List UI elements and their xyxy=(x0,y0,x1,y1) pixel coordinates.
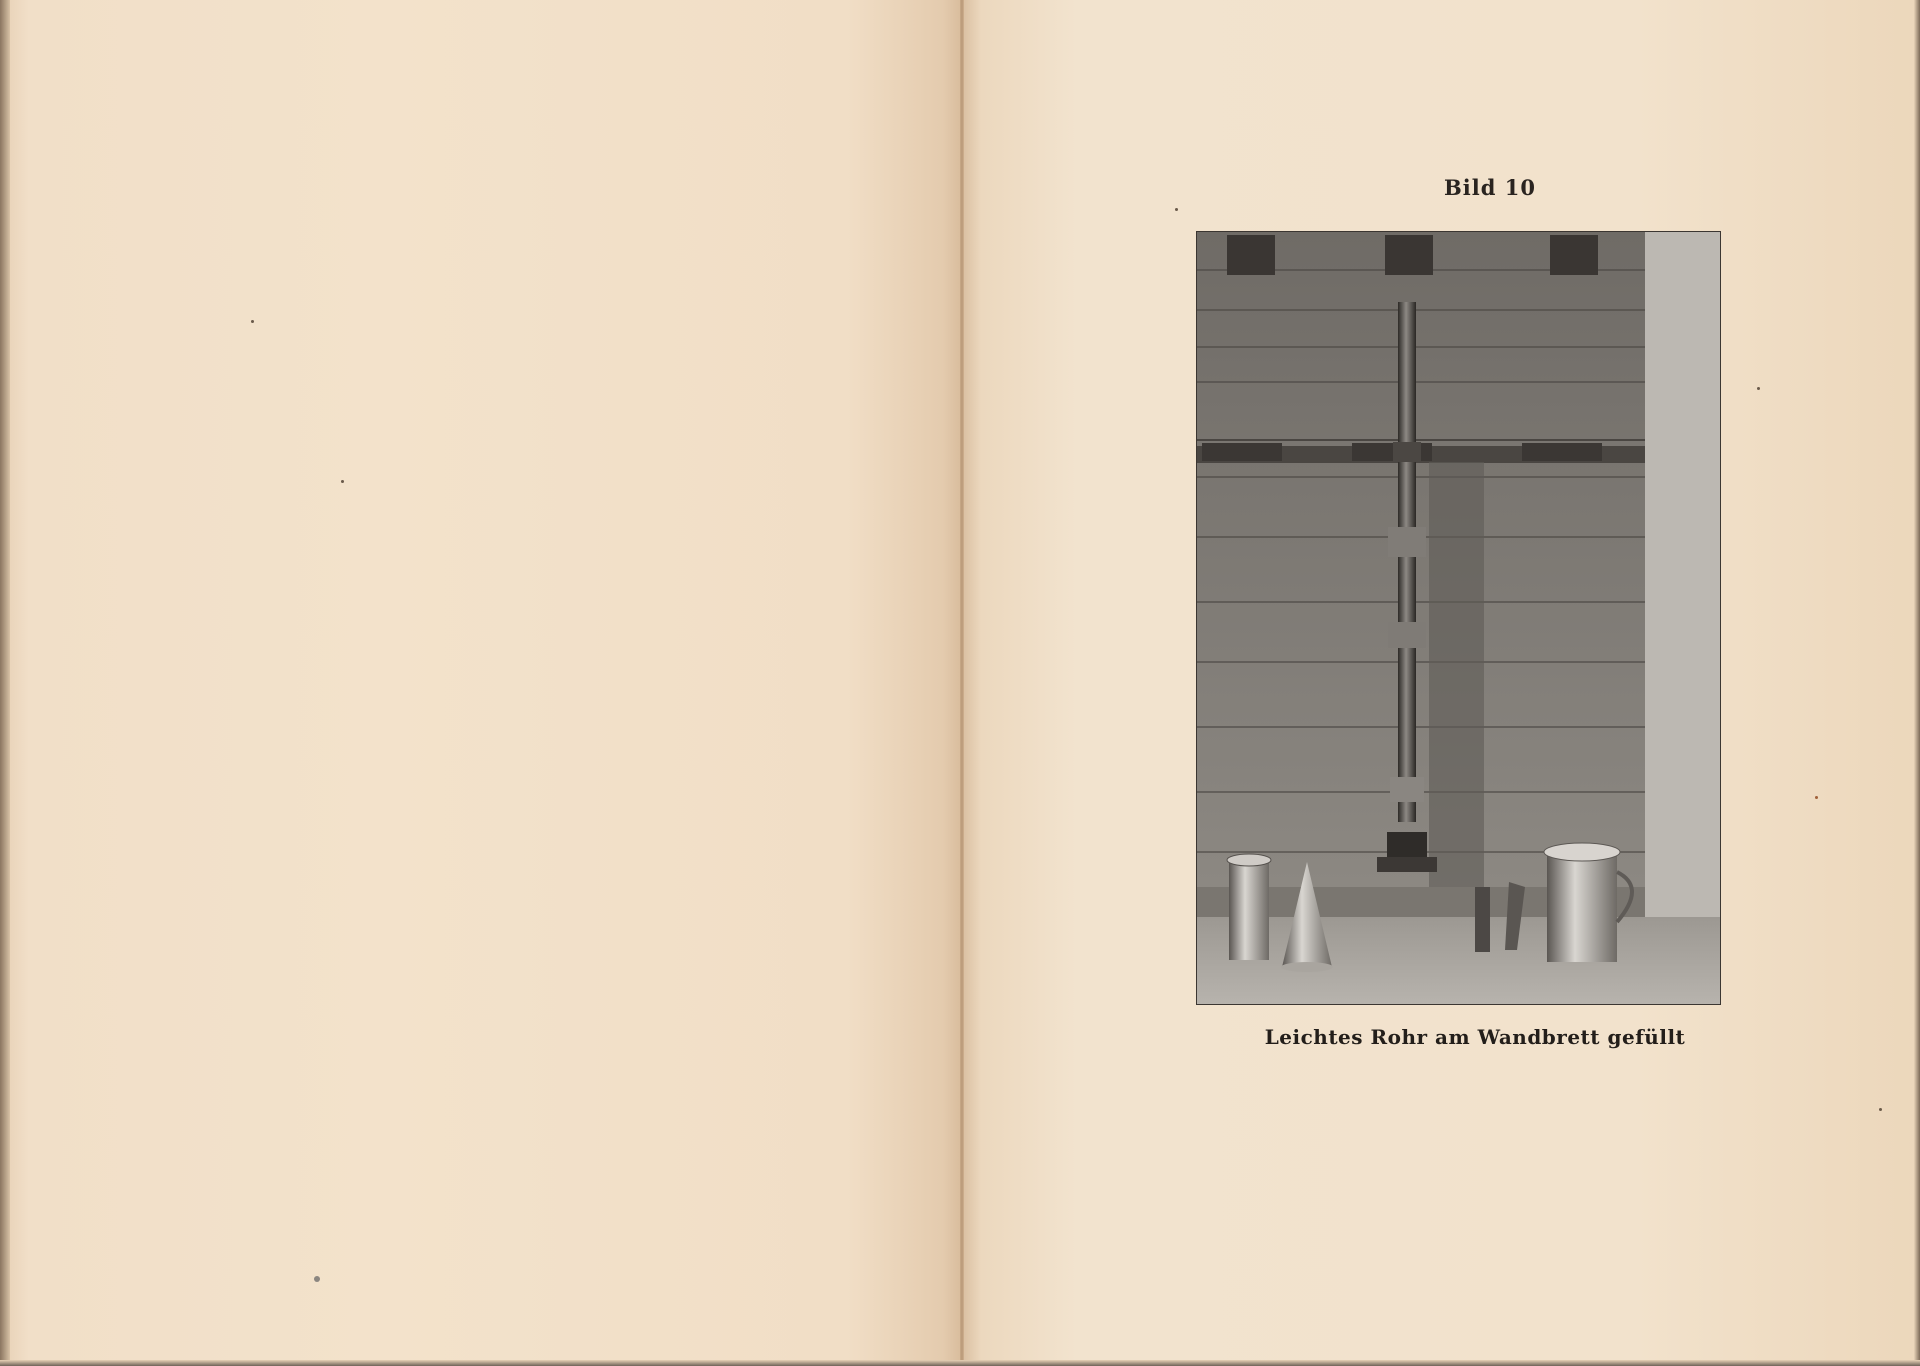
bottom-page-edge xyxy=(0,1360,1920,1366)
paper-speck xyxy=(1879,1108,1882,1111)
figure-photograph xyxy=(1196,231,1721,1005)
figure-caption: Leichtes Rohr am Wandbrett gefüllt xyxy=(1264,1025,1686,1049)
paper-speck xyxy=(1175,208,1178,211)
paper-speck xyxy=(314,1276,320,1282)
paper-speck xyxy=(341,480,344,483)
figure-title: Bild 10 xyxy=(1444,175,1536,200)
book-gutter xyxy=(960,0,964,1366)
left-page-edge xyxy=(0,0,10,1366)
paper-speck xyxy=(1815,796,1818,799)
paper-speck xyxy=(1757,387,1760,390)
paper-speck xyxy=(251,320,254,323)
right-page-edge xyxy=(1914,0,1920,1366)
